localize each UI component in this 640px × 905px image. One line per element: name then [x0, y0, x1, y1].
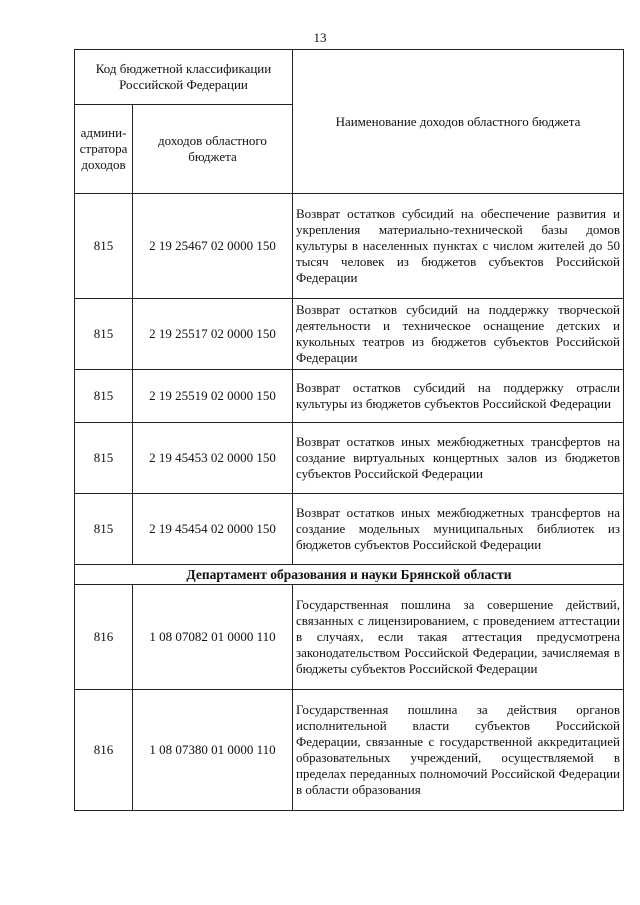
- admin-code-cell: 815: [75, 194, 133, 299]
- department-row: [75, 565, 624, 585]
- table-row: [75, 370, 624, 423]
- income-code-cell: 2 19 25517 02 0000 150: [133, 299, 293, 370]
- income-code-cell: 2 19 25519 02 0000 150: [133, 370, 293, 423]
- admin-code-cell: 815: [75, 370, 133, 423]
- admin-code-cell: 815: [75, 494, 133, 565]
- page-number: 13: [313, 30, 327, 45]
- admin-code-cell: 816: [75, 585, 133, 690]
- income-name-cell: Возврат остатков иных межбюджетных трансфертов на создание виртуальных концертных залов из бюджетов субъектов Российской Федерации: [293, 423, 624, 494]
- table-row: [75, 299, 624, 370]
- income-name-cell: Возврат остатков субсидий на поддержку творческой деятельности и техническое оснащение детских и кукольных театров из бюджетов субъектов Российской Федерации: [293, 299, 624, 370]
- header-income-name: Наименование доходов областного бюджета: [293, 50, 624, 194]
- budget-classification-table: [74, 49, 624, 811]
- table-row: [75, 585, 624, 690]
- header-code-group: Код бюджетной классификации Российской Федерации: [75, 50, 293, 105]
- income-code-cell: 2 19 45454 02 0000 150: [133, 494, 293, 565]
- table-row: [75, 194, 624, 299]
- income-code-cell: 2 19 45453 02 0000 150: [133, 423, 293, 494]
- table-row: [75, 690, 624, 811]
- header-administrator: админи-стратора доходов: [75, 105, 133, 194]
- income-code-cell: 2 19 25467 02 0000 150: [133, 194, 293, 299]
- income-name-cell: Возврат остатков субсидий на обеспечение развития и укрепления материально-технической базы домов культуры в населенных пунктах с числом жителей до 50 тысяч человек из бюджетов субъектов Российской Федерации: [293, 194, 624, 299]
- department-title: Департамент образования и науки Брянской области: [75, 565, 624, 585]
- income-code-cell: 1 08 07082 01 0000 110: [133, 585, 293, 690]
- income-code-cell: 1 08 07380 01 0000 110: [133, 690, 293, 811]
- admin-code-cell: 816: [75, 690, 133, 811]
- header-income-code: доходов областного бюджета: [133, 105, 293, 194]
- income-name-cell: Возврат остатков иных межбюджетных трансфертов на создание модельных муниципальных библиотек из бюджетов субъектов Российской Федерации: [293, 494, 624, 565]
- admin-code-cell: 815: [75, 423, 133, 494]
- table-row: [75, 494, 624, 565]
- income-name-cell: Государственная пошлина за действия органов исполнительной власти субъектов Российской Федерации, связанные с государственной аккредитацией образовательных учреждений, осуществляемой в пределах переданных полномочий Российской Федерации в области образования: [293, 690, 624, 811]
- table-header-row: [75, 50, 624, 105]
- table-row: [75, 423, 624, 494]
- admin-code-cell: 815: [75, 299, 133, 370]
- income-name-cell: Возврат остатков субсидий на поддержку отрасли культуры из бюджетов субъектов Российской Федерации: [293, 370, 624, 423]
- income-name-cell: Государственная пошлина за совершение действий, связанных с лицензированием, с проведением аттестации в случаях, если такая аттестация предусмотрена законодательством Российской Федерации, зачисляемая в бюджеты субъектов Российской Федерации: [293, 585, 624, 690]
